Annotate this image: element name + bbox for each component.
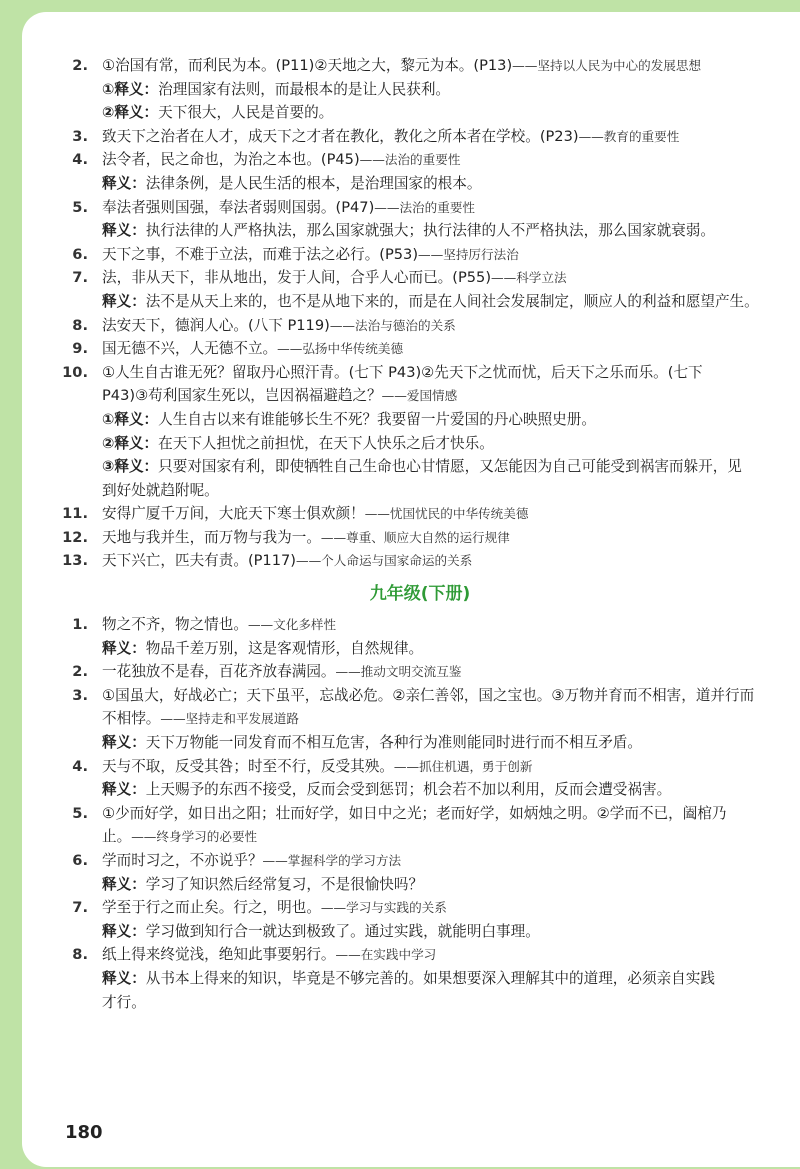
line-body xyxy=(102,172,481,196)
list-item xyxy=(58,613,782,637)
continuation-line xyxy=(58,479,782,503)
item-note: ——尊重、顺应大自然的运行规律 xyxy=(320,529,510,545)
item-number: 3. xyxy=(72,127,88,145)
item-number: 4. xyxy=(72,151,88,169)
line-body xyxy=(102,526,510,550)
explanation-label: 释义： xyxy=(102,922,146,940)
line-body xyxy=(102,613,336,637)
list-item xyxy=(58,314,782,338)
explanation-line xyxy=(58,731,782,755)
item-note: ——学习与实践的关系 xyxy=(320,900,447,916)
explanation-label: 释义： xyxy=(102,222,146,240)
line-body xyxy=(102,873,423,897)
line-body xyxy=(102,455,742,479)
line-body xyxy=(102,196,475,220)
item-text: 一花独放不是春，百花齐放春满园。 xyxy=(102,663,336,681)
item-text: 学习做到知行合一就达到极致了。通过实践，就能明白事理。 xyxy=(145,922,540,940)
line-body xyxy=(102,266,567,290)
line-body xyxy=(102,54,701,78)
item-text: 天地与我并生，而万物与我为一。 xyxy=(102,528,321,546)
line-body xyxy=(102,125,679,149)
item-note: ——法治的重要性 xyxy=(359,152,461,168)
line-body xyxy=(102,148,460,172)
line-body xyxy=(102,637,423,661)
item-number: 12. xyxy=(62,528,88,546)
line-body xyxy=(102,755,532,779)
explanation-label: ②释义： xyxy=(102,434,159,452)
item-note: ——推动文明交流互鉴 xyxy=(335,664,462,680)
item-text: 法令者，民之命也，为治之本也。(P45) xyxy=(102,151,360,169)
item-number: 11. xyxy=(62,505,88,523)
list-item xyxy=(58,802,782,826)
item-number: 4. xyxy=(72,757,88,775)
explanation-label: 释义： xyxy=(102,969,146,987)
section-title: 九年级(下册) xyxy=(369,584,471,605)
item-text: 法律条例，是人民生活的根本，是治理国家的根本。 xyxy=(145,174,482,192)
item-note: ——爱国情感 xyxy=(381,388,458,404)
line-body xyxy=(102,684,754,708)
item-note: ——文化多样性 xyxy=(247,617,337,633)
explanation-line xyxy=(58,101,782,125)
item-text: 到好处就趋附呢。 xyxy=(102,481,219,499)
item-text: 天与不取，反受其咎；时至不行，反受其殃。 xyxy=(102,757,394,775)
item-text: 学而时习之，不亦说乎？ xyxy=(102,852,263,869)
list-item xyxy=(58,337,782,361)
line-body xyxy=(102,991,146,1015)
list-item xyxy=(58,755,782,779)
item-number: 6. xyxy=(72,245,88,263)
explanation-label: ③释义： xyxy=(102,458,159,476)
item-note: ——忧国忧民的中华传统美德 xyxy=(364,506,529,522)
item-number: 2. xyxy=(72,663,88,681)
content xyxy=(58,54,782,1014)
line-body xyxy=(102,219,715,243)
line-body xyxy=(102,101,333,125)
line-body xyxy=(102,408,596,432)
list-item xyxy=(58,125,782,149)
item-number: 8. xyxy=(72,316,88,334)
line-body xyxy=(102,778,671,802)
explanation-line xyxy=(58,637,782,661)
item-number: 10. xyxy=(62,363,88,381)
explanation-label: 释义： xyxy=(102,734,146,752)
item-note: ——个人命运与国家命运的关系 xyxy=(295,553,473,569)
explanation-line xyxy=(58,290,782,314)
item-note: ——坚持以人民为中心的发展思想 xyxy=(512,58,702,73)
item-text: 纸上得来终觉浅，绝知此事要躬行。 xyxy=(102,946,336,964)
item-text: 天下之事，不难于立法，而难于法之必行。(P53) xyxy=(102,245,419,263)
line-body xyxy=(102,825,257,849)
explanation-label: ①释义： xyxy=(102,80,159,98)
page-number: 180 xyxy=(65,1122,103,1143)
upper-list xyxy=(58,54,782,573)
continuation-line xyxy=(58,825,782,849)
item-text: ①人生自古谁无死？留取丹心照汗青。(七下 P43)②先天下之忧而忧，后天下之乐而乐。(七下 xyxy=(102,363,703,381)
item-number: 5. xyxy=(72,198,88,216)
list-item xyxy=(58,148,782,172)
page xyxy=(22,12,800,1167)
item-number: 1. xyxy=(72,616,88,634)
item-note: ——法治的重要性 xyxy=(374,199,476,215)
line-body xyxy=(102,920,540,944)
explanation-line xyxy=(58,432,782,456)
line-body xyxy=(102,731,642,755)
item-number: 2. xyxy=(72,57,88,74)
item-number: 7. xyxy=(72,899,88,917)
item-text: 不相悖。 xyxy=(102,710,161,728)
continuation-line xyxy=(58,991,782,1015)
item-text: 学习了知识然后经常复习，不是很愉快吗？ xyxy=(145,875,424,893)
line-body xyxy=(102,361,703,385)
line-body xyxy=(102,78,450,102)
item-text: ①治国有常，而利民为本。(P11)②天地之大，黎元为本。(P13) xyxy=(102,57,513,74)
item-text: 天下兴亡，匹夫有责。(P117) xyxy=(102,552,296,570)
item-text: 奉法者强则国强，奉法者弱则国弱。(P47) xyxy=(102,198,375,216)
item-text: P43)③苟利国家生死以，岂因祸福避趋之？ xyxy=(102,387,382,405)
line-body xyxy=(102,549,472,573)
explanation-line xyxy=(58,172,782,196)
explanation-line xyxy=(58,967,782,991)
list-item xyxy=(58,526,782,550)
list-item xyxy=(58,196,782,220)
line-body xyxy=(102,943,436,967)
item-text: ①国虽大，好战必亡；天下虽平，忘战必危。②亲仁善邻，国之宝也。③万物并育而不相害，道并行而 xyxy=(102,686,755,704)
item-text: 治理国家有法则，而最根本的是让人民获利。 xyxy=(158,80,451,98)
list-item xyxy=(58,849,782,873)
item-note: ——坚持厉行法治 xyxy=(418,246,519,262)
item-text: 物品千差万别，这是客观情形，自然规律。 xyxy=(145,639,424,657)
item-note: ——抓住机遇，勇于创新 xyxy=(393,758,533,774)
item-text: 法安天下，德润人心。(八下 P119) xyxy=(102,316,330,334)
item-text: 安得广厦千万间，大庇天下寒士俱欢颜！ xyxy=(102,505,365,523)
list-item xyxy=(58,54,782,78)
list-item xyxy=(58,896,782,920)
item-text: 只要对国家有利，即使牺牲自己生命也心甘情愿，又怎能因为自己可能受到祸害而躲开，见 xyxy=(158,458,742,476)
explanation-label: 释义： xyxy=(102,174,146,192)
lower-list xyxy=(58,613,782,1014)
item-note: ——法治与德治的关系 xyxy=(329,317,456,333)
line-body xyxy=(102,337,403,361)
line-body xyxy=(102,314,456,338)
explanation-line xyxy=(58,778,782,802)
item-note: ——教育的重要性 xyxy=(578,128,680,144)
explanation-label: 释义： xyxy=(102,875,146,893)
list-item xyxy=(58,549,782,573)
item-number: 13. xyxy=(62,552,88,570)
line-body xyxy=(102,802,727,826)
line-body xyxy=(102,707,299,731)
item-text: 国无德不兴，人无德不立。 xyxy=(102,340,278,358)
line-body xyxy=(102,849,401,873)
explanation-line xyxy=(58,219,782,243)
item-text: 致天下之治者在人才，成天下之才者在教化，教化之所本者在学校。(P23) xyxy=(102,127,579,145)
item-text: 法不是从天上来的，也不是从地下来的，而是在人间社会发展制定，顺应人的利益和愿望产生。 xyxy=(145,292,759,310)
explanation-line xyxy=(58,408,782,432)
line-body xyxy=(102,243,519,267)
explanation-label: 释义： xyxy=(102,292,146,310)
item-note: ——在实践中学习 xyxy=(335,947,437,963)
line-body xyxy=(102,384,457,408)
explanation-line xyxy=(58,873,782,897)
continuation-line xyxy=(58,384,782,408)
list-item xyxy=(58,943,782,967)
item-text: 法，非从天下，非从地出，发于人间，合乎人心而已。(P55) xyxy=(102,269,492,287)
line-body xyxy=(102,896,447,920)
line-body xyxy=(102,432,494,456)
explanation-line xyxy=(58,920,782,944)
explanation-label: 释义： xyxy=(102,781,146,799)
item-text: ①少而好学，如日出之阳；壮而好学，如日中之光；老而好学，如炳烛之明。②学而不已，阖棺乃 xyxy=(102,804,727,822)
item-number: 8. xyxy=(72,946,88,964)
item-note: ——掌握科学的学习方法 xyxy=(262,853,402,868)
continuation-line xyxy=(58,707,782,731)
item-note: ——科学立法 xyxy=(491,270,567,286)
item-text: 止。 xyxy=(102,828,132,846)
list-item xyxy=(58,660,782,684)
item-number: 6. xyxy=(72,852,88,869)
line-body xyxy=(102,479,219,503)
list-item xyxy=(58,361,782,385)
item-text: 才行。 xyxy=(102,993,146,1011)
explanation-line xyxy=(58,78,782,102)
item-text: 从书本上得来的知识，毕竟是不够完善的。如果想要深入理解其中的道理，必须亲自实践 xyxy=(145,969,715,987)
item-text: 上天赐予的东西不接受，反而会受到惩罚；机会若不加以利用，反而会遭受祸害。 xyxy=(145,781,672,799)
line-body xyxy=(102,502,528,526)
item-text: 人生自古以来有谁能够长生不死？我要留一片爱国的丹心映照史册。 xyxy=(158,410,596,428)
item-text: 执行法律的人严格执法，那么国家就强大；执行法律的人不严格执法，那么国家就衰弱。 xyxy=(145,222,715,240)
explanation-label: 释义： xyxy=(102,639,146,657)
explanation-label: ①释义： xyxy=(102,410,159,428)
list-item xyxy=(58,266,782,290)
item-text: 在天下人担忧之前担忧，在天下人快乐之后才快乐。 xyxy=(158,434,494,452)
item-number: 7. xyxy=(72,269,88,287)
explanation-label: ②释义： xyxy=(102,104,159,122)
item-text: 学至于行之而止矣。行之，明也。 xyxy=(102,899,321,917)
line-body xyxy=(102,967,715,991)
line-body xyxy=(102,290,759,314)
item-text: 天下很大，人民是首要的。 xyxy=(158,104,334,122)
item-number: 3. xyxy=(72,686,88,704)
item-text: 天下万物能一同发育而不相互危害，各种行为准则能同时进行而不相互矛盾。 xyxy=(145,734,642,752)
item-text: 物之不齐，物之情也。 xyxy=(102,616,248,634)
item-note: ——终身学习的必要性 xyxy=(131,829,258,845)
list-item xyxy=(58,684,782,708)
item-number: 9. xyxy=(72,340,88,358)
item-note: ——弘扬中华传统美德 xyxy=(277,341,404,357)
list-item xyxy=(58,243,782,267)
line-body xyxy=(102,660,461,684)
list-item xyxy=(58,502,782,526)
item-note: ——坚持走和平发展道路 xyxy=(160,711,299,727)
item-number: 5. xyxy=(72,804,88,822)
explanation-line xyxy=(58,455,782,479)
